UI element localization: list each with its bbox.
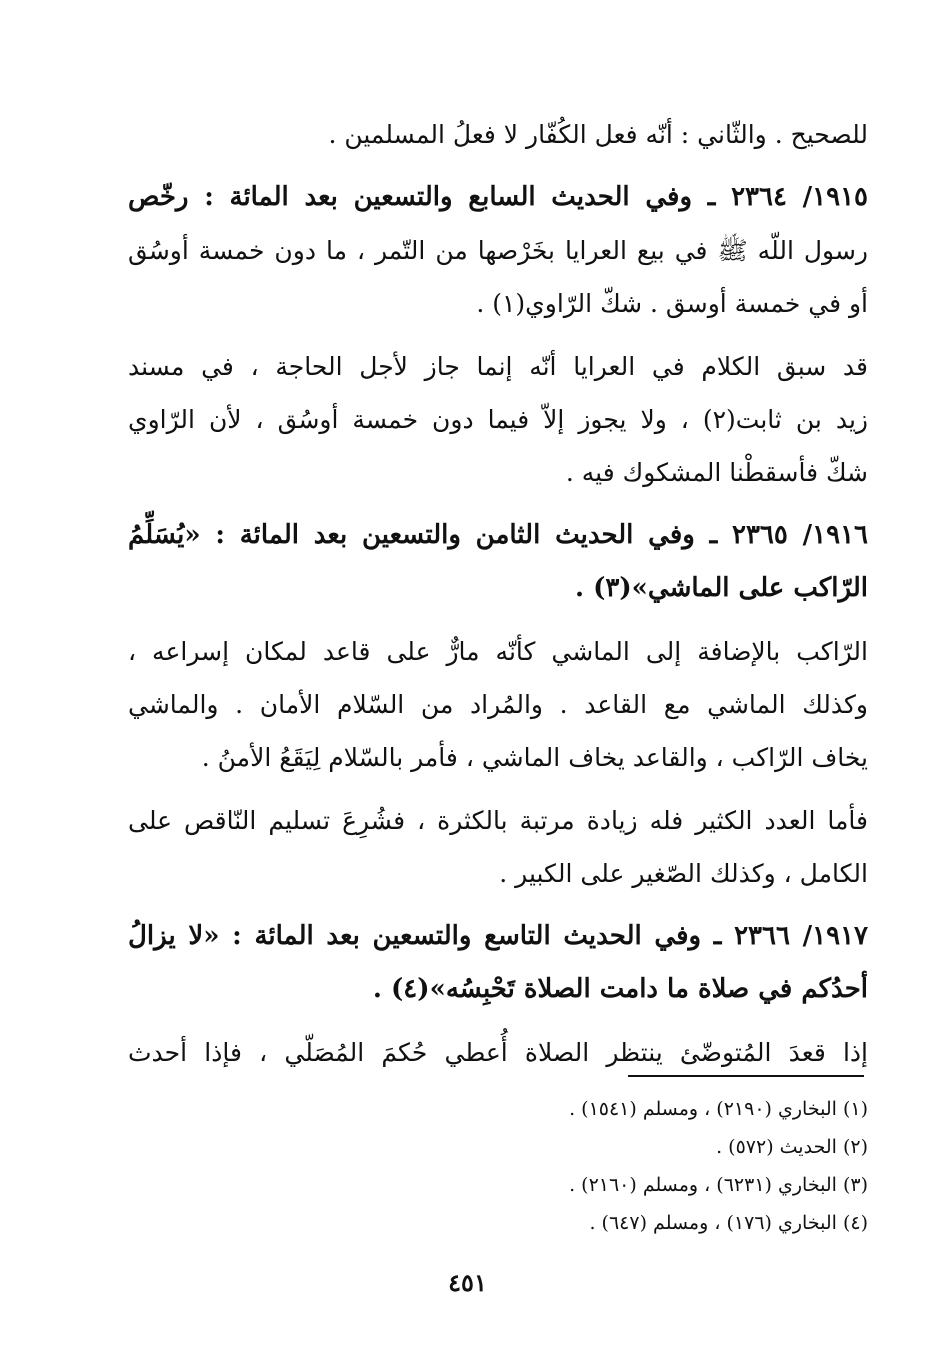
footnote-item: (٤) البخاري (١٧٦) ، ومسلم (٦٤٧) . (589, 1212, 868, 1234)
text-line: ١٩١٧/ ٢٣٦٦ ـ وفي الحديث التاسع والتسعين بعد المائة : «لا يزالُ (128, 921, 868, 951)
text-line: يخاف الرّاكب ، والقاعد يخاف الماشي ، فأمر بالسّلام لِيَقَعُ الأمنُ . (201, 743, 868, 772)
text-line: أحدُكم في صلاة ما دامت الصلاة تَحْبِسُه»(٤) . (372, 974, 868, 1004)
text-line: الرّاكب بالإضافة إلى الماشي كأنّه مارٌّ على قاعد لمكان إسراعه ، (128, 637, 868, 666)
commentary-1915 (128, 340, 868, 499)
commentary-1917 (128, 1026, 868, 1079)
text-line: ١٩١٥/ ٢٣٦٤ ـ وفي الحديث السابع والتسعين بعد المائة : رخّص (128, 182, 868, 212)
page-number: ٤٥١ (448, 1268, 487, 1297)
hadith-1917 (128, 910, 868, 1016)
footnote-item: (١) البخاري (٢١٩٠) ، ومسلم (١٥٤١) . (569, 1098, 868, 1120)
footnote-item: (٣) البخاري (٦٢٣١) ، ومسلم (٢١٦٠) . (569, 1174, 868, 1196)
text-line: إذا قعدَ المُتوضّئ ينتظر الصلاة أُعطي حُكمَ المُصَلّي ، فإذا أحدث (128, 1038, 868, 1067)
commentary-1916 (128, 625, 868, 784)
text-line: للصحيح . والثّاني : أنّه فعل الكُفّار لا فعلُ المسلمين . (328, 120, 868, 149)
text-line: شكّ فأسقطْنا المشكوك فيه . (565, 458, 868, 487)
hadith-1915-heading (128, 171, 868, 224)
commentary-1916b (128, 794, 868, 900)
footnotes (128, 1090, 868, 1242)
footnote-item: (٢) الحديث (٥٧٢) . (716, 1136, 868, 1158)
text-line: قد سبق الكلام في العرايا أنّه إنما جاز لأجل الحاجة ، في مسند (128, 352, 868, 381)
text-line: الرّاكب على الماشي»(٣) . (575, 573, 868, 603)
text-line: وكذلك الماشي مع القاعد . والمُراد من السّلام الأمان . والماشي (128, 690, 868, 719)
intro-paragraph (128, 108, 868, 161)
text-line: زيد بن ثابت(٢) ، ولا يجوز إلاّ فيما دون خمسة أوسُق ، لأن الرّاوي (128, 405, 869, 434)
text-line: أو في خمسة أوسق . شكّ الرّاوي(١) . (476, 289, 868, 318)
text-line: ١٩١٦/ ٢٣٦٥ ـ وفي الحديث الثامن والتسعين بعد المائة : «يُسَلِّمُ (128, 520, 868, 550)
text-line: الكامل ، وكذلك الصّغير على الكبير . (499, 859, 868, 888)
page-body (128, 108, 868, 1079)
footnote-divider (628, 1075, 864, 1077)
hadith-1915-text (128, 224, 868, 330)
hadith-1916 (128, 509, 868, 615)
text-line: رسول اللّه ﷺ في بيع العرايا بخَرْصها من التّمر ، ما دون خمسة أوسُق (128, 236, 868, 265)
text-line: فأما العدد الكثير فله زيادة مرتبة بالكثرة ، فشُرِعَ تسليم النّاقص على (128, 806, 868, 835)
